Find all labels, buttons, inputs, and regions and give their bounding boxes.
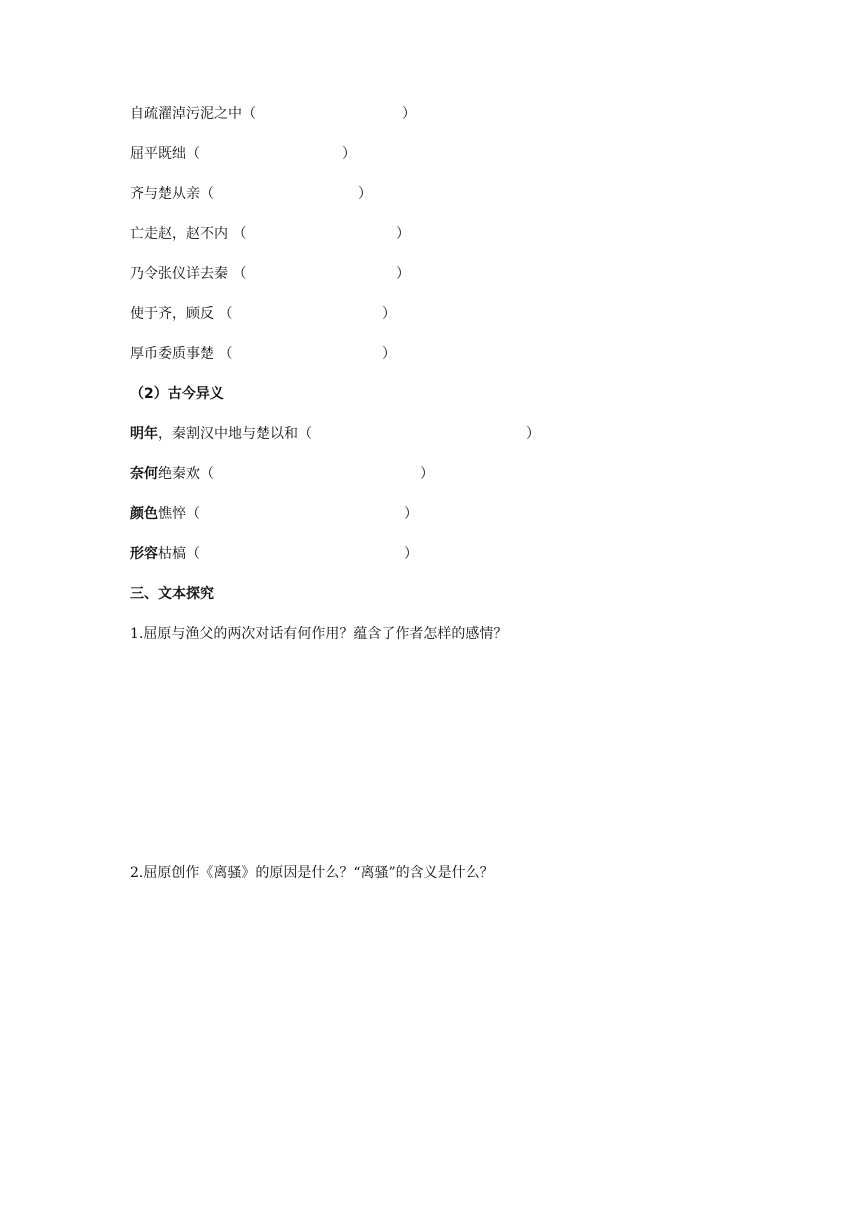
close-paren: ）: [402, 106, 416, 122]
item-quping: [130, 144, 356, 164]
close-paren: ）: [526, 426, 540, 442]
item-text: 齐与楚从亲（: [130, 186, 214, 202]
section-heading-text-inquiry: 三、文本探究: [130, 586, 214, 602]
item-rest: 绝秦欢（: [158, 466, 214, 482]
term-bold: 明年: [130, 426, 158, 442]
item-text: 屈平既绌（: [130, 146, 200, 162]
item-zishu: [130, 104, 416, 124]
close-paren: ）: [420, 466, 434, 482]
close-paren: ）: [382, 346, 396, 362]
item-text: 乃令张仪详去秦 （: [130, 266, 247, 282]
term-bold: 形容: [130, 546, 158, 562]
item-naihe: [130, 464, 434, 484]
item-houbi: [130, 344, 396, 364]
close-paren: ）: [404, 506, 418, 522]
item-nailing: [130, 264, 410, 284]
close-paren: ）: [358, 186, 372, 202]
item-yanse: [130, 504, 418, 524]
subheading-ancient-modern: （2）古今异义: [130, 386, 224, 402]
close-paren: ）: [396, 266, 410, 282]
item-text: 自疏濯淖污泥之中（: [130, 106, 256, 122]
question-1: 1.屈原与渔父的两次对话有何作用？蕴含了作者怎样的感情？: [130, 626, 508, 642]
item-text: 厚币委质事楚 （: [130, 346, 233, 362]
item-text: 亡走赵，赵不内 （: [130, 226, 247, 242]
term-bold: 奈何: [130, 466, 158, 482]
close-paren: ）: [382, 306, 396, 322]
item-wangzouzhao: [130, 224, 410, 244]
item-shiyuqi: [130, 304, 396, 324]
item-text: 使于齐，顾反 （: [130, 306, 233, 322]
close-paren: ）: [342, 146, 356, 162]
item-xingrong: [130, 544, 418, 564]
item-rest: ，秦割汉中地与楚以和（: [158, 426, 312, 442]
term-bold: 颜色: [130, 506, 158, 522]
item-qiyuchu: [130, 184, 372, 204]
question-2: 2.屈原创作《离骚》的原因是什么？“离骚”的含义是什么？: [130, 865, 494, 881]
close-paren: ）: [396, 226, 410, 242]
item-rest: 憔悴（: [158, 506, 200, 522]
item-mingnian: [130, 424, 540, 444]
item-rest: 枯槁（: [158, 546, 200, 562]
close-paren: ）: [404, 546, 418, 562]
